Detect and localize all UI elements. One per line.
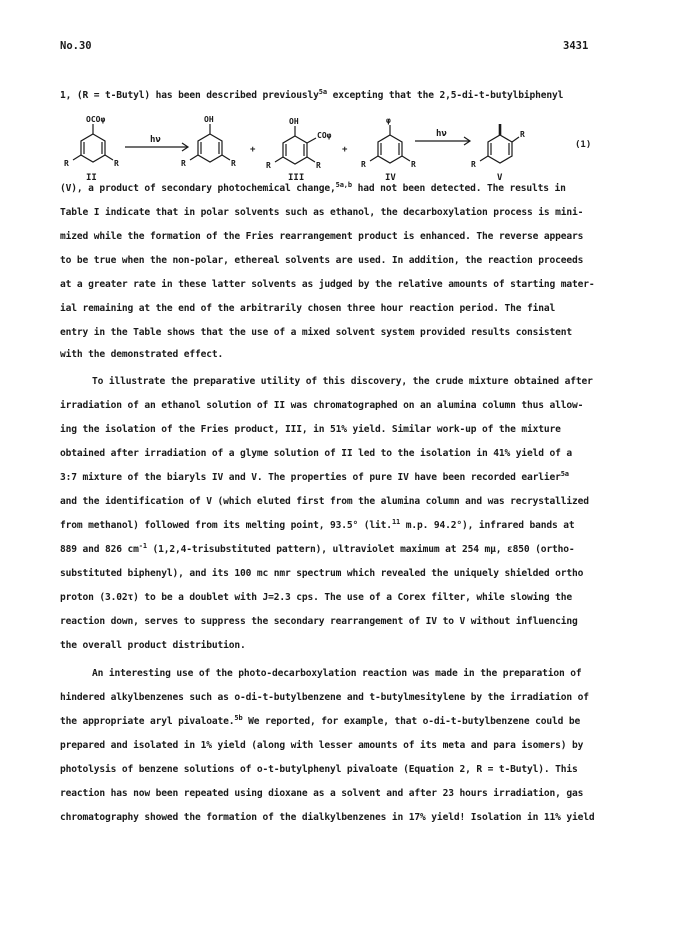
text-line: irradiation of an ethanol solution of II was chromatographed on an alumina column thus allow-	[60, 400, 584, 411]
text-line: reaction down, serves to suppress the secondary rearrangement of IV to V without influencing	[60, 616, 578, 627]
substituent-label: R	[316, 161, 321, 170]
compound-label-iii: III	[288, 173, 305, 183]
text-line: (V), a product of secondary photochemical change,$^{5a,b}$ had not been detected. The results in	[60, 180, 566, 194]
text-line: at a greater rate in these latter solvents as judged by the relative amounts of starting mater-	[60, 279, 595, 290]
substituent-label: R	[361, 160, 366, 169]
text-line: and the identification of V (which eluted first from the alumina column and was recrystallized	[60, 496, 589, 507]
substituent-label: R	[64, 159, 69, 168]
plus-sign: +	[250, 145, 256, 155]
text-line: obtained after irradiation of a glyme solution of II led to the isolation in 41% yield of a	[60, 448, 572, 459]
compound-label-v: V	[497, 173, 503, 183]
substituent-label: φ	[386, 116, 391, 125]
text-line: to be true when the non-polar, ethereal solvents are used. In addition, the reaction proceeds	[60, 255, 584, 266]
reaction-scheme	[60, 114, 620, 188]
text-line: Table I indicate that in polar solvents such as ethanol, the decarboxylation process is mini-	[60, 207, 584, 218]
text-line: 889 and 826 $cm^{-1}$ (1,2,4-trisubstituted pattern), ultraviolet maximum at 254 mμ, ε850 (ortho-	[60, 541, 575, 555]
substituent-label: R	[231, 159, 236, 168]
text-line: 1, (R = t-Butyl) has been described previously$^{5a}$ excepting that the 2,5-di-t-butylbiphenyl	[60, 87, 564, 101]
equation-number: (1)	[575, 140, 592, 150]
text-line: prepared and isolated in 1% yield (along with lesser amounts of its meta and para isomers) by	[60, 740, 584, 751]
substituent-label: COφ	[317, 131, 332, 140]
substituent-label: R	[266, 161, 271, 170]
text-line: from methanol) followed from its melting point, 93.5° (lit.$^{11}$ m.p. 94.2°), infrared bands at	[60, 517, 575, 531]
journal-number: No.30	[60, 40, 92, 52]
arrow-label: hν	[436, 129, 447, 139]
text-line: substituted biphenyl), and its 100 mc nmr spectrum which revealed the uniquely shielded ortho	[60, 568, 584, 579]
text-line: ing the isolation of the Fries product, III, in 51% yield. Similar work-up of the mixture	[60, 424, 561, 435]
text-line: proton (3.02τ) to be a doublet with J=2.3 cps. The use of a Corex filter, while slowing the	[60, 592, 572, 603]
text-line: the appropriate aryl pivaloate.$^{5b}$ We reported, for example, that o-di-t-butylbenzene could be	[60, 713, 581, 727]
substituent-label: R	[471, 160, 476, 169]
plus-sign: +	[342, 145, 348, 155]
arrow-label: hν	[150, 135, 161, 145]
text-line: the overall product distribution.	[60, 640, 246, 651]
substituent-label: R	[181, 159, 186, 168]
reaction-scheme-drawing	[60, 114, 620, 188]
substituent-label: OH	[204, 115, 214, 124]
text-line: An interesting use of the photo-decarboxylation reaction was made in the preparation of	[92, 668, 582, 679]
text-line: with the demonstrated effect.	[60, 349, 224, 360]
substituent-label: OH	[289, 117, 299, 126]
compound-label-ii: II	[86, 173, 97, 183]
text-line: To illustrate the preparative utility of this discovery, the crude mixture obtained after	[92, 376, 593, 387]
text-line: mized while the formation of the Fries rearrangement product is enhanced. The reverse appears	[60, 231, 584, 242]
text-line: 3:7 mixture of the biaryls IV and V. The properties of pure IV have been recorded earlier$^{5a}$	[60, 469, 569, 483]
substituent-label: R	[114, 159, 119, 168]
page-number: 3431	[563, 40, 589, 52]
text-line: ial remaining at the end of the arbitrarily chosen three hour reaction period. The final	[60, 303, 556, 314]
text-line: entry in the Table shows that the use of a mixed solvent system provided results consistent	[60, 327, 572, 338]
text-line: reaction has now been repeated using dioxane as a solvent and after 23 hours irradiation, gas	[60, 788, 584, 799]
substituent-label: R	[520, 130, 525, 139]
text-line: chromatography showed the formation of the dialkylbenzenes in 17% yield! Isolation in 11% yield	[60, 812, 595, 823]
text-line: photolysis of benzene solutions of o-t-butylphenyl pivaloate (Equation 2, R = t-Butyl). This	[60, 764, 578, 775]
text-line: hindered alkylbenzenes such as o-di-t-butylbenzene and t-butylmesitylene by the irradiation of	[60, 692, 589, 703]
substituent-label: R	[411, 160, 416, 169]
compound-label-iv: IV	[385, 173, 396, 183]
substituent-label: OCOφ	[86, 115, 106, 124]
